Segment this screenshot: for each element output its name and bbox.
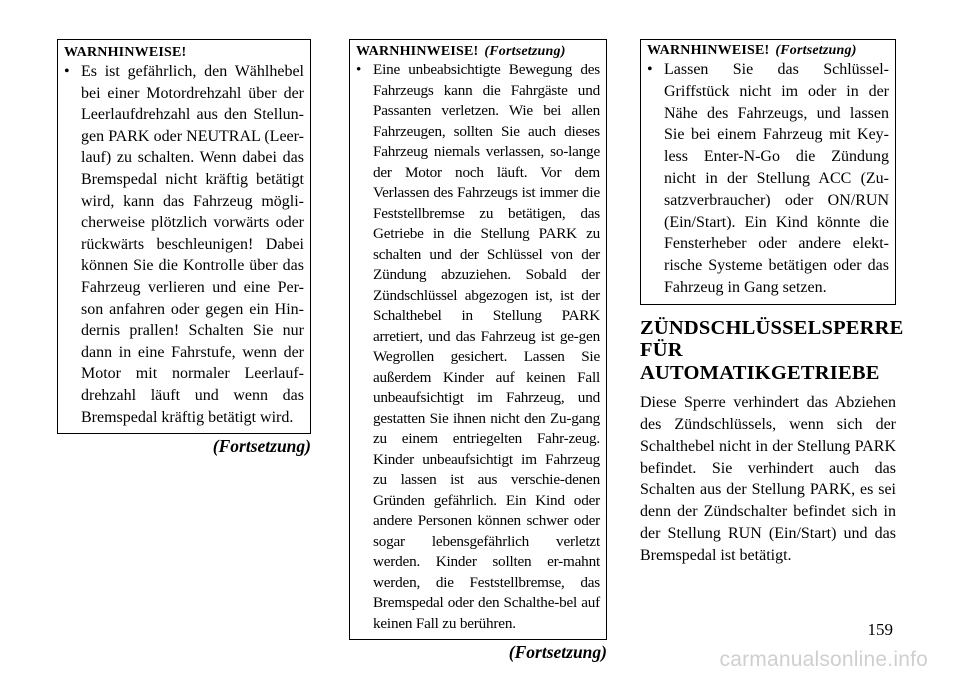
page-number: 159 bbox=[867, 620, 893, 639]
continued-label: (Fortsetzung) bbox=[212, 436, 311, 457]
warning-box-1 bbox=[57, 39, 311, 434]
column-3 bbox=[640, 39, 904, 567]
section-body: Diese Sperre verhindert das Abziehen des Zündschlüssels, wenn sich der Schalthebel nicht in der Stellung PARK befindet. Sie verhindert auch das Schalten aus der Stellung PARK, es sei denn der Zündschalter befindet sich in der Stellung RUN (Ein/Start) und das Bremspedal ist betätigt. bbox=[640, 394, 896, 564]
warning-bullet: • Es ist gefährlich, den Wählhebel bei einer Motordrehzahl über der Leerlaufdrehzahl aus den Stellun-gen PARK oder NEUTRAL (Leer-lauf) zu schalten. Wenn dabei das Bremspedal nicht kräftig betätigt wird, kann das Fahrzeug mögli-cherweise plötzlich vorwärts oder rückwärts beschleunigen! Dabei können Sie die Kontrolle über das Fahrzeug verlieren und eine Per-son anfahren oder gegen ein Hin-dernis prallen! Schalten Sie nur dann in eine Fahrstufe, wenn der Motor mit normaler Leerlauf-drehzahl läuft und wenn das Bremspedal kräftig betätigt wird. bbox=[64, 61, 304, 428]
warning-heading: WARNHINWEISE! bbox=[64, 45, 187, 60]
warning-box-3 bbox=[640, 39, 896, 305]
warning-bullet: • Eine unbeabsichtigte Bewegung des Fahrzeugs kann die Fahrgäste und Passanten verletzen. Wie bei allen Fahrzeugen, sollten Sie auch dieses Fahrzeug niemals verlassen, so-lange der Motor noch läuft. Vor dem Verlassen des Fahrzeugs ist immer die Feststellbremse zu betätigen, das Getriebe in die Stellung PARK zu schalten und der Schlüssel von der Zündung abzuziehen. Sobald der Zündschlüssel abgezogen ist, ist der Schalthebel in Stellung PARK arretiert, und das Fahrzeug ist ge-gen Wegrollen gesichert. Lassen Sie außerdem Kinder auf keinen Fall unbeaufsichtigt im Fahrzeug, und gestatten Sie ihnen nicht den Zu-gang zu einem entriegelten Fahr-zeug. Kinder unbeaufsichtigt im Fahrzeug zu lassen ist aus verschie-denen Gründen gefährlich. Ein Kind oder andere Personen können schwer oder sogar lebensgefährlich verletzt werden. Kinder sollten er-mahnt werden, die Feststellbremse, das Bremspedal oder den Schalthe-bel auf keinen Fall zu berühren. bbox=[356, 60, 600, 634]
section-title: ZÜNDSCHLÜSSELSPERRE FÜR AUTOMATIKGETRIEBE bbox=[640, 316, 904, 384]
column-2 bbox=[349, 39, 607, 663]
warning-bullet: • Lassen Sie das Schlüssel-Griffstück nicht im oder in der Nähe des Fahrzeugs, und lassen Sie bei einem Fahrzeug mit Key-less Enter-N-Go die Zündung nicht in der Stellung ACC (Zu-satzverbraucher) oder ON/RUN (Ein/Start). Ein Kind könnte die Fensterheber oder andere elekt-rische Systeme betätigen oder das Fahrzeug in Gang setzen. bbox=[647, 59, 889, 299]
warning-box-2 bbox=[349, 39, 607, 640]
column-1 bbox=[57, 39, 311, 457]
warning-heading-continued: (Fortsetzung) bbox=[775, 43, 857, 58]
watermark: carmanualsonline.info bbox=[719, 648, 928, 671]
warning-heading: WARNHINWEISE! (Fortsetzung) bbox=[647, 43, 857, 58]
warning-heading: WARNHINWEISE! (Fortsetzung) bbox=[356, 44, 566, 59]
warning-heading-continued: (Fortsetzung) bbox=[484, 44, 566, 59]
continued-label: (Fortsetzung) bbox=[508, 642, 607, 662]
